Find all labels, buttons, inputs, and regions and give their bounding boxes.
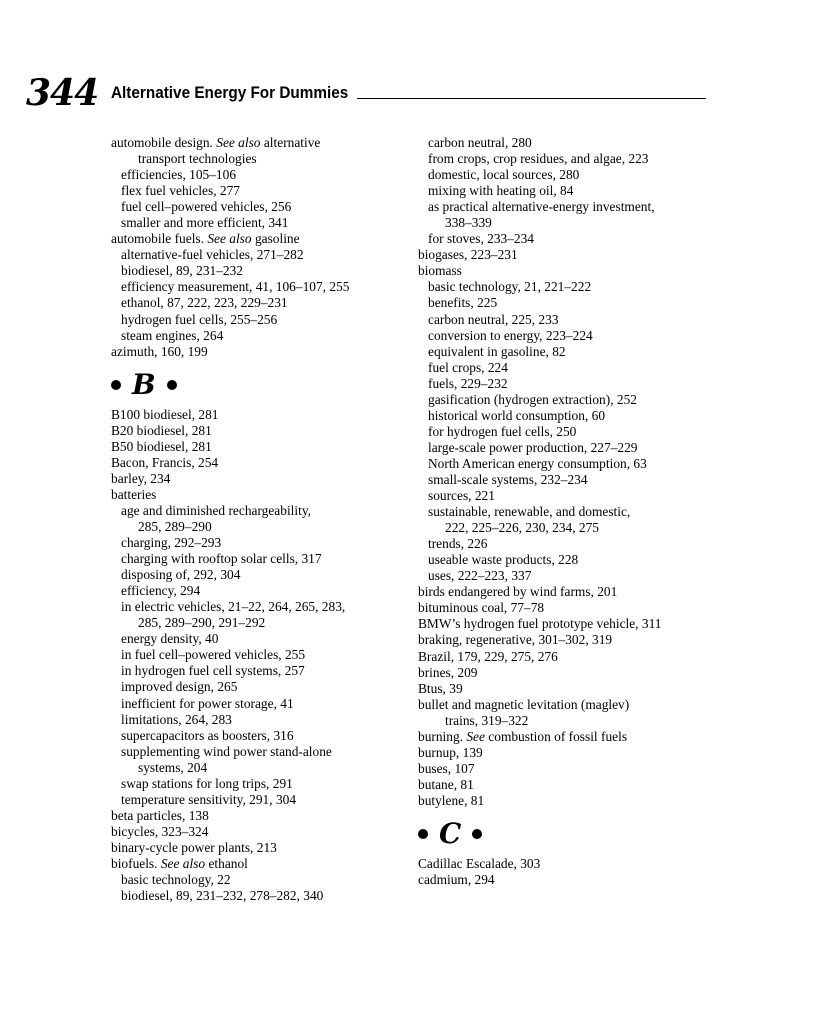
index-subentry bbox=[418, 424, 718, 440]
index-entry bbox=[418, 729, 718, 745]
entry-text: fuels, 229–232 bbox=[428, 375, 508, 391]
index-entry bbox=[111, 423, 411, 439]
index-subentry bbox=[111, 583, 411, 599]
index-entry bbox=[111, 471, 411, 487]
index-subentry bbox=[111, 567, 411, 583]
entry-text: 222, 225–226, 230, 234, 275 bbox=[445, 520, 599, 536]
entry-text: for hydrogen fuel cells, 250 bbox=[428, 423, 577, 439]
running-header bbox=[0, 70, 816, 112]
index-entry bbox=[111, 840, 411, 856]
entry-text: Btus, 39 bbox=[418, 680, 463, 696]
index-subentry bbox=[111, 728, 411, 744]
entry-text: BMW’s hydrogen fuel prototype vehicle, 311 bbox=[418, 616, 662, 632]
index-subentry bbox=[418, 440, 718, 456]
index-entry bbox=[418, 856, 718, 872]
entry-text: supercapacitors as boosters, 316 bbox=[121, 727, 294, 743]
index-subentry bbox=[111, 679, 411, 695]
index-entry bbox=[418, 761, 718, 777]
page-number: 344 bbox=[26, 72, 99, 114]
entry-text: systems, 204 bbox=[138, 759, 208, 775]
entry-text: domestic, local sources, 280 bbox=[428, 167, 580, 183]
entry-text: hydrogen fuel cells, 255–256 bbox=[121, 311, 278, 327]
entry-text: efficiency, 294 bbox=[121, 583, 201, 599]
entry-text: batteries bbox=[111, 486, 157, 502]
index-subentry bbox=[111, 167, 411, 183]
index-subentry bbox=[418, 552, 718, 568]
index-subentry bbox=[111, 328, 411, 344]
entry-text: in electric vehicles, 21–22, 264, 265, 283, bbox=[121, 599, 346, 615]
index-entry bbox=[111, 407, 411, 423]
entry-text: temperature sensitivity, 291, 304 bbox=[121, 791, 297, 807]
index-entry bbox=[111, 231, 411, 247]
book-title: Alternative Energy For Dummies bbox=[111, 83, 349, 102]
index-entry bbox=[111, 824, 411, 840]
index-entry bbox=[418, 649, 718, 665]
entry-text: 285, 289–290 bbox=[138, 518, 212, 534]
index-entry bbox=[111, 135, 411, 151]
index-subentry bbox=[418, 488, 718, 504]
entry-text: 285, 289–290, 291–292 bbox=[138, 615, 266, 631]
entry-text: alternative-fuel vehicles, 271–282 bbox=[121, 247, 304, 263]
index-entry bbox=[111, 808, 411, 824]
entry-text: for stoves, 233–234 bbox=[428, 231, 535, 247]
entry-text: charging, 292–293 bbox=[121, 535, 222, 551]
index-entry bbox=[418, 697, 718, 713]
entry-text: energy density, 40 bbox=[121, 631, 219, 647]
index-subentry bbox=[111, 792, 411, 808]
index-continuation bbox=[111, 615, 411, 631]
index-continuation bbox=[418, 520, 718, 536]
entry-text: basic technology, 22 bbox=[121, 872, 231, 888]
entry-text: inefficient for power storage, 41 bbox=[121, 695, 294, 711]
entry-text: benefits, 225 bbox=[428, 295, 498, 311]
entry-text: bullet and magnetic levitation (maglev) bbox=[418, 696, 630, 712]
entry-text: small-scale systems, 232–234 bbox=[428, 471, 588, 487]
index-subentry bbox=[418, 167, 718, 183]
index-subentry bbox=[418, 344, 718, 360]
entry-text: buses, 107 bbox=[418, 760, 475, 776]
index-entry bbox=[418, 777, 718, 793]
entry-text: steam engines, 264 bbox=[121, 327, 224, 343]
entry-text: B20 biodiesel, 281 bbox=[111, 422, 212, 438]
entry-text: trains, 319–322 bbox=[445, 712, 529, 728]
index-subentry bbox=[111, 312, 411, 328]
entry-text: braking, regenerative, 301–302, 319 bbox=[418, 632, 613, 648]
entry-text: trends, 226 bbox=[428, 536, 488, 552]
index-subentry bbox=[111, 183, 411, 199]
entry-text: fuel crops, 224 bbox=[428, 359, 508, 375]
index-subentry bbox=[111, 503, 411, 519]
entry-text: Bacon, Francis, 254 bbox=[111, 454, 219, 470]
index-subentry bbox=[418, 408, 718, 424]
entry-text: biomass bbox=[418, 263, 462, 279]
entry-text: burnup, 139 bbox=[418, 744, 483, 760]
index-subentry bbox=[418, 279, 718, 295]
index-subentry bbox=[418, 504, 718, 520]
entry-text: mixing with heating oil, 84 bbox=[428, 183, 574, 199]
index-entry bbox=[418, 745, 718, 761]
index-continuation bbox=[111, 519, 411, 535]
entry-text: B100 biodiesel, 281 bbox=[111, 406, 219, 422]
entry-text: disposing of, 292, 304 bbox=[121, 567, 241, 583]
entry-text: age and diminished rechargeability, bbox=[121, 502, 312, 518]
entry-text: 338–339 bbox=[445, 215, 492, 231]
index-subentry bbox=[111, 776, 411, 792]
see-reference: See also bbox=[160, 855, 206, 871]
index-entry bbox=[418, 872, 718, 888]
index-subentry bbox=[111, 663, 411, 679]
entry-text: carbon neutral, 225, 233 bbox=[428, 311, 559, 327]
see-reference: See bbox=[466, 728, 485, 744]
index-entry bbox=[111, 344, 411, 360]
entry-text: ethanol, 87, 222, 223, 229–231 bbox=[121, 295, 288, 311]
index-subentry bbox=[111, 215, 411, 231]
entry-text: conversion to energy, 223–224 bbox=[428, 327, 593, 343]
index-subentry bbox=[111, 199, 411, 215]
entry-text: birds endangered by wind farms, 201 bbox=[418, 584, 618, 600]
bullet-dot-icon bbox=[472, 829, 482, 839]
index-subentry bbox=[418, 392, 718, 408]
entry-text: butane, 81 bbox=[418, 776, 474, 792]
entry-text: brines, 209 bbox=[418, 664, 478, 680]
entry-text: supplementing wind power stand-alone bbox=[121, 743, 332, 759]
bullet-dot-icon bbox=[111, 380, 121, 390]
index-subentry bbox=[111, 247, 411, 263]
see-reference: See also bbox=[216, 135, 261, 150]
entry-text: azimuth, 160, 199 bbox=[111, 343, 208, 359]
entry-text: improved design, 265 bbox=[121, 679, 238, 695]
index-subentry bbox=[111, 696, 411, 712]
index-subentry bbox=[418, 376, 718, 392]
entry-text: barley, 234 bbox=[111, 470, 171, 486]
entry-text: swap stations for long trips, 291 bbox=[121, 775, 293, 791]
index-subentry bbox=[111, 599, 411, 615]
index-entry bbox=[111, 455, 411, 471]
entry-text: beta particles, 138 bbox=[111, 807, 209, 823]
index-entry bbox=[418, 793, 718, 809]
index-column-right bbox=[418, 135, 718, 888]
entry-text: efficiency measurement, 41, 106–107, 255 bbox=[121, 279, 350, 295]
index-subentry bbox=[418, 568, 718, 584]
entry-text: biofuels. bbox=[111, 855, 161, 871]
entry-text: automobile fuels. bbox=[111, 231, 208, 247]
index-subentry bbox=[418, 199, 718, 215]
index-subentry bbox=[111, 535, 411, 551]
entry-text: in fuel cell–powered vehicles, 255 bbox=[121, 647, 306, 663]
index-continuation bbox=[418, 215, 718, 231]
entry-text: from crops, crop residues, and algae, 223 bbox=[428, 151, 649, 167]
index-subentry bbox=[111, 551, 411, 567]
index-subentry bbox=[418, 151, 718, 167]
entry-text: biodiesel, 89, 231–232 bbox=[121, 263, 243, 279]
entry-text: large-scale power production, 227–229 bbox=[428, 439, 638, 455]
index-subentry bbox=[111, 295, 411, 311]
see-target: alternative bbox=[260, 135, 321, 150]
entry-text: cadmium, 294 bbox=[418, 872, 495, 888]
index-entry bbox=[111, 439, 411, 455]
section-letter: B bbox=[132, 368, 156, 402]
entry-text: North American energy consumption, 63 bbox=[428, 455, 647, 471]
entry-text: as practical alternative-energy investment, bbox=[428, 199, 655, 215]
index-subentry bbox=[418, 135, 718, 151]
entry-text: useable waste products, 228 bbox=[428, 552, 579, 568]
index-subentry bbox=[111, 279, 411, 295]
index-continuation bbox=[111, 760, 411, 776]
index-subentry bbox=[111, 263, 411, 279]
index-subentry bbox=[418, 183, 718, 199]
entry-text: Brazil, 179, 229, 275, 276 bbox=[418, 648, 558, 664]
entry-text: sustainable, renewable, and domestic, bbox=[428, 504, 631, 520]
index-subentry bbox=[111, 872, 411, 888]
index-entry bbox=[418, 263, 718, 279]
section-letter: C bbox=[439, 817, 462, 851]
entry-text: bicycles, 323–324 bbox=[111, 823, 209, 839]
entry-text: Cadillac Escalade, 303 bbox=[418, 855, 541, 871]
bullet-dot-icon bbox=[167, 380, 177, 390]
index-subentry bbox=[111, 712, 411, 728]
index-entry bbox=[418, 681, 718, 697]
entry-text: transport technologies bbox=[138, 151, 257, 167]
see-target: combustion of fossil fuels bbox=[484, 728, 628, 744]
index-entry bbox=[111, 856, 411, 872]
index-subentry bbox=[111, 631, 411, 647]
index-subentry bbox=[418, 295, 718, 311]
entry-text: binary-cycle power plants, 213 bbox=[111, 839, 277, 855]
entry-text: bituminous coal, 77–78 bbox=[418, 600, 545, 616]
entry-text: burning. bbox=[418, 728, 467, 744]
index-subentry bbox=[111, 647, 411, 663]
bullet-dot-icon bbox=[418, 829, 428, 839]
index-subentry bbox=[418, 328, 718, 344]
index-subentry bbox=[111, 744, 411, 760]
section-heading-c bbox=[418, 809, 718, 856]
index-subentry bbox=[418, 472, 718, 488]
index-entry bbox=[111, 487, 411, 503]
index-subentry bbox=[418, 456, 718, 472]
entry-text: in hydrogen fuel cell systems, 257 bbox=[121, 663, 305, 679]
entry-text: B50 biodiesel, 281 bbox=[111, 438, 212, 454]
index-entry bbox=[418, 665, 718, 681]
section-heading-b bbox=[111, 360, 411, 407]
index-subentry bbox=[111, 888, 411, 904]
entry-text: uses, 222–223, 337 bbox=[428, 568, 532, 584]
entry-text: equivalent in gasoline, 82 bbox=[428, 343, 566, 359]
entry-text: smaller and more efficient, 341 bbox=[121, 215, 289, 231]
index-entry bbox=[418, 616, 718, 632]
entry-text: charging with rooftop solar cells, 317 bbox=[121, 551, 322, 567]
see-target: gasoline bbox=[251, 231, 300, 247]
index-subentry bbox=[418, 312, 718, 328]
entry-text: fuel cell–powered vehicles, 256 bbox=[121, 199, 292, 215]
see-target: ethanol bbox=[205, 855, 248, 871]
index-entry bbox=[418, 584, 718, 600]
index-subentry bbox=[418, 231, 718, 247]
index-column-left bbox=[111, 135, 411, 904]
entry-text: carbon neutral, 280 bbox=[428, 135, 532, 150]
entry-text: limitations, 264, 283 bbox=[121, 711, 232, 727]
entry-text: automobile design. bbox=[111, 135, 217, 150]
entry-text: historical world consumption, 60 bbox=[428, 407, 606, 423]
entry-text: sources, 221 bbox=[428, 488, 495, 504]
index-entry bbox=[418, 600, 718, 616]
index-continuation bbox=[111, 151, 411, 167]
entry-text: biodiesel, 89, 231–232, 278–282, 340 bbox=[121, 888, 324, 904]
header-rule bbox=[357, 98, 706, 99]
entry-text: efficiencies, 105–106 bbox=[121, 167, 237, 183]
entry-text: biogases, 223–231 bbox=[418, 247, 518, 263]
entry-text: butylene, 81 bbox=[418, 792, 485, 808]
index-continuation bbox=[418, 713, 718, 729]
see-reference: See also bbox=[207, 231, 252, 247]
index-subentry bbox=[418, 360, 718, 376]
entry-text: basic technology, 21, 221–222 bbox=[428, 279, 592, 295]
entry-text: gasification (hydrogen extraction), 252 bbox=[428, 391, 637, 407]
index-subentry bbox=[418, 536, 718, 552]
index-entry bbox=[418, 632, 718, 648]
entry-text: flex fuel vehicles, 277 bbox=[121, 183, 240, 199]
index-entry bbox=[418, 247, 718, 263]
